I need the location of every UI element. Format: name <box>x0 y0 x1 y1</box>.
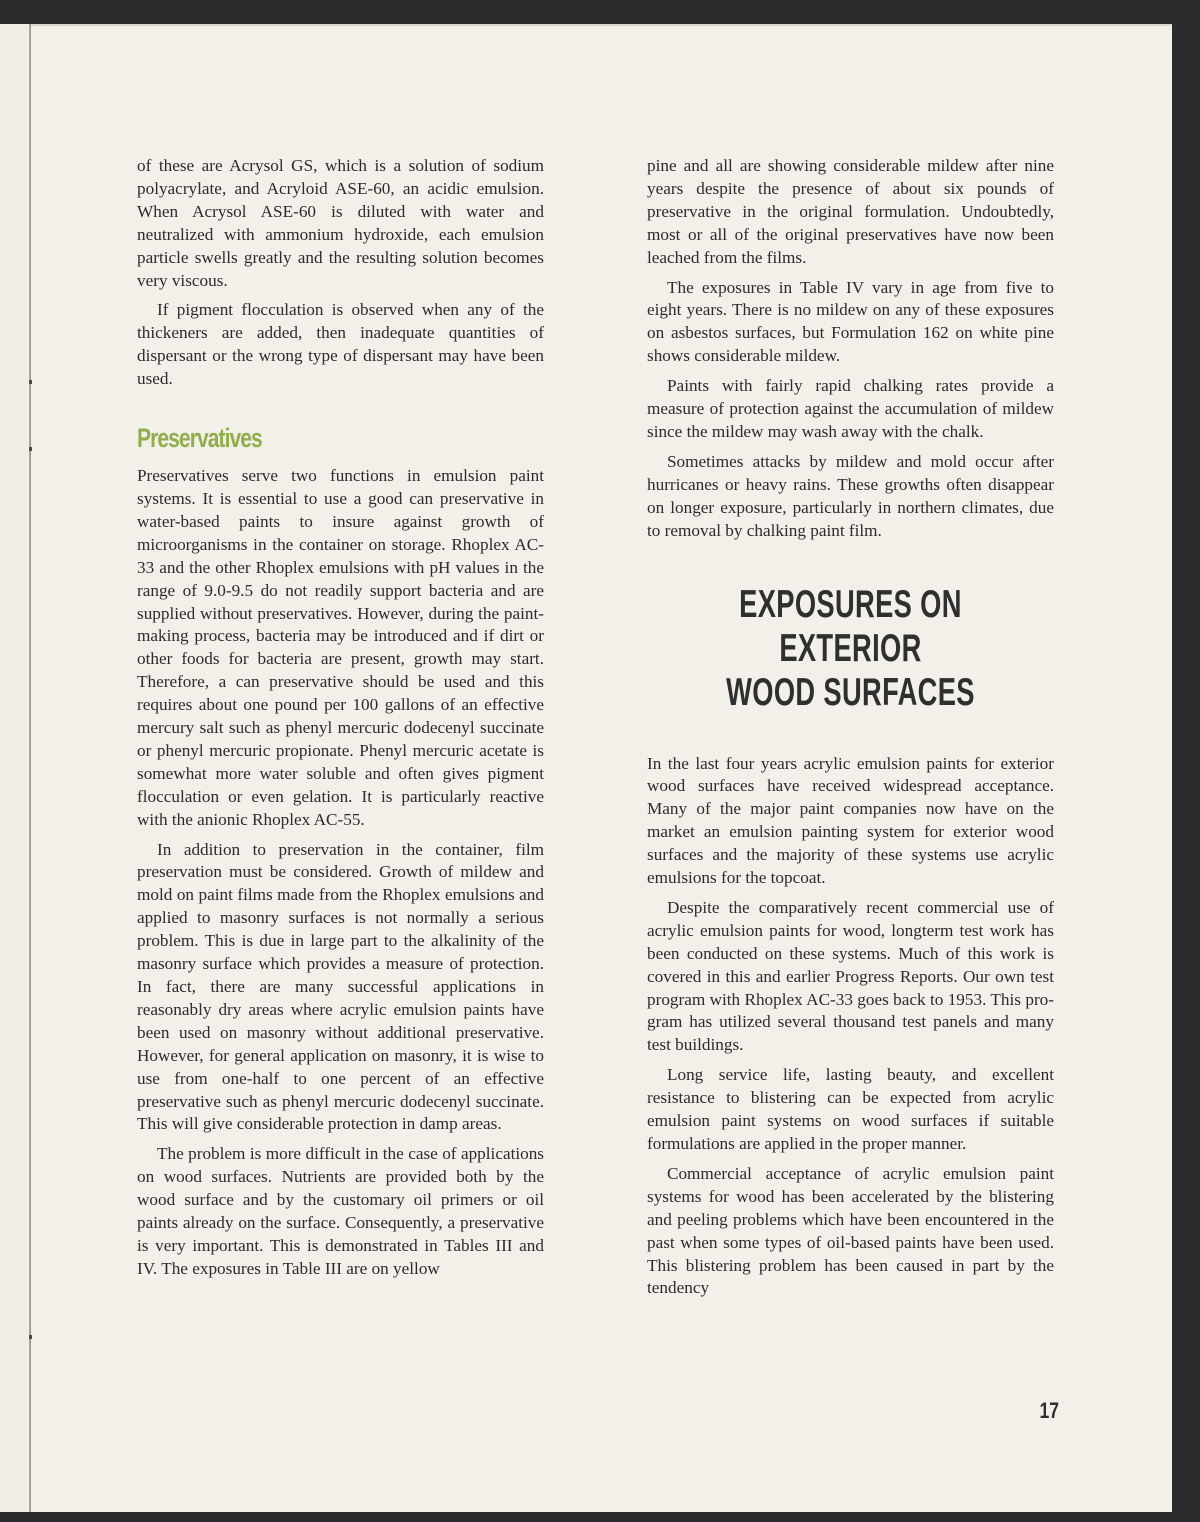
paragraph: Commercial acceptance of acrylic emulsion paint systems for wood has been accelerated by the blistering and peeling problems which have been encountered in the past when some types of oil-based paints have been used. This blistering problem has been caused in part by the tendency <box>647 1163 1054 1298</box>
paragraph: The problem is more difficult in the case of applications on wood surfaces. Nutrients are provided both by the wood surface and by the customary oil primers or oil paints already on the surface. Consequently, a preservative is very important. This is demonstrated in Tables III and IV. The exposures in Table III are on yellow <box>137 1144 544 1278</box>
paragraph: The exposures in Table IV vary in age from five to eight years. There is no mildew on any of these exposures on asbestos surfaces, but Formulation 162 on white pine shows considerable mildew. <box>647 277 1054 366</box>
paragraph: of these are Acrysol GS, which is a solution of sodium polyacrylate, and Acryloid ASE-60, an acidic emulsion. When Acrysol ASE-60 is diluted with water and neutralized with ammonium hydroxide, each emulsion particle swells greatly and the resulting solution becomes very viscous. <box>137 156 544 290</box>
paragraph: In the last four years acrylic emulsion paints for exterior wood surfaces have received widespread acceptance. Many of the major paint companies now have on the market an emulsion painting system for exterior wood surfaces and the majority of these systems use acrylic emulsions for the topcoat. <box>647 753 1054 888</box>
binding-mark <box>29 447 32 451</box>
paragraph: If pigment flocculation is observed when any of the thickeners are added, then inadequate quantities of dispersant or the wrong type of dispersant may have been used. <box>137 300 544 389</box>
right-column <box>647 155 1054 1307</box>
page-binding <box>29 24 31 1512</box>
paragraph: Paints with fairly rapid chalking rates provide a measure of protection against the accumulation of mildew since the mildew may wash away with the chalk. <box>647 376 1054 441</box>
page-number: 17 <box>1039 1398 1060 1423</box>
major-heading <box>666 583 1035 715</box>
binding-mark <box>29 1335 32 1339</box>
major-heading-line: EXPOSURES ON EXTERIOR <box>739 582 962 670</box>
left-column <box>137 155 544 1288</box>
major-heading-line: WOOD SURFACES <box>726 670 975 714</box>
binding-mark <box>29 380 32 384</box>
paragraph: pine and all are showing considerable mildew after nine years despite the presence of about six pounds of preservative in the original formulation. Undoubtedly, most or all of the original preservatives have now been leached from the films. <box>647 156 1054 267</box>
paragraph: Long service life, lasting beauty, and excellent resistance to blistering can be expected from acrylic emulsion paint systems on wood surfaces if suitable formulations are applied in the proper manner. <box>647 1065 1054 1153</box>
paragraph: Despite the comparatively recent commercial use of acrylic emulsion paints for wood, longterm test work has been conducted on these systems. Much of this work is covered in this and earlier Progress Reports. Our own test program with Rhoplex AC-33 goes back to 1953. This program has utilized several thousand test panels and many test buildings. <box>647 897 1054 1055</box>
paragraph: In addition to preservation in the container, film preservation must be considered. Growth of mildew and mold on paint films made from the Rhoplex emulsions and applied to masonry surfaces is not normally a serious problem. This is due in large part to the alkalinity of the masonry surface which provides a measure of protection. In fact, there are many successful applications in reasonably dry areas where acrylic emulsion paints have been used on masonry without additional preservative. However, for general application on masonry, it is wise to use from one-half to one percent of an effective preservative such as phenyl mercuric dodecenyl succinate. This will give considerable protection in damp areas. <box>137 839 544 1134</box>
facing-page-edge <box>0 24 29 1512</box>
paragraph: Preservatives serve two functions in emulsion paint systems. It is essential to use a good can preservative in water-based paints to insure against growth of microorganisms in the container on storage. Rhoplex AC-33 and the other Rhoplex emulsions with pH values in the range of 9.0-9.5 do not readily support bacteria and are supplied without preservatives. However, during the paintmaking process, bacteria may be introduced and if dirt or other foods for bacteria are present, growth may start. Therefore, a can preservative should be used and this requires about one pound per 100 gallons of an effective mercury salt such as phenyl mercuric dodecenyl succinate or phenyl mercuric propionate. Phenyl mercuric acetate is somewhat more water soluble and often gives pigment flocculation or even gelation. It is particularly reactive with the anionic Rhoplex AC-55. <box>137 466 544 829</box>
paragraph: Sometimes attacks by mildew and mold occur after hurricanes or heavy rains. These growths often disappear on longer exposure, particularly in northern climates, due to removal by chalking paint film. <box>647 451 1054 540</box>
section-heading-preservatives: Preservatives <box>137 423 262 454</box>
